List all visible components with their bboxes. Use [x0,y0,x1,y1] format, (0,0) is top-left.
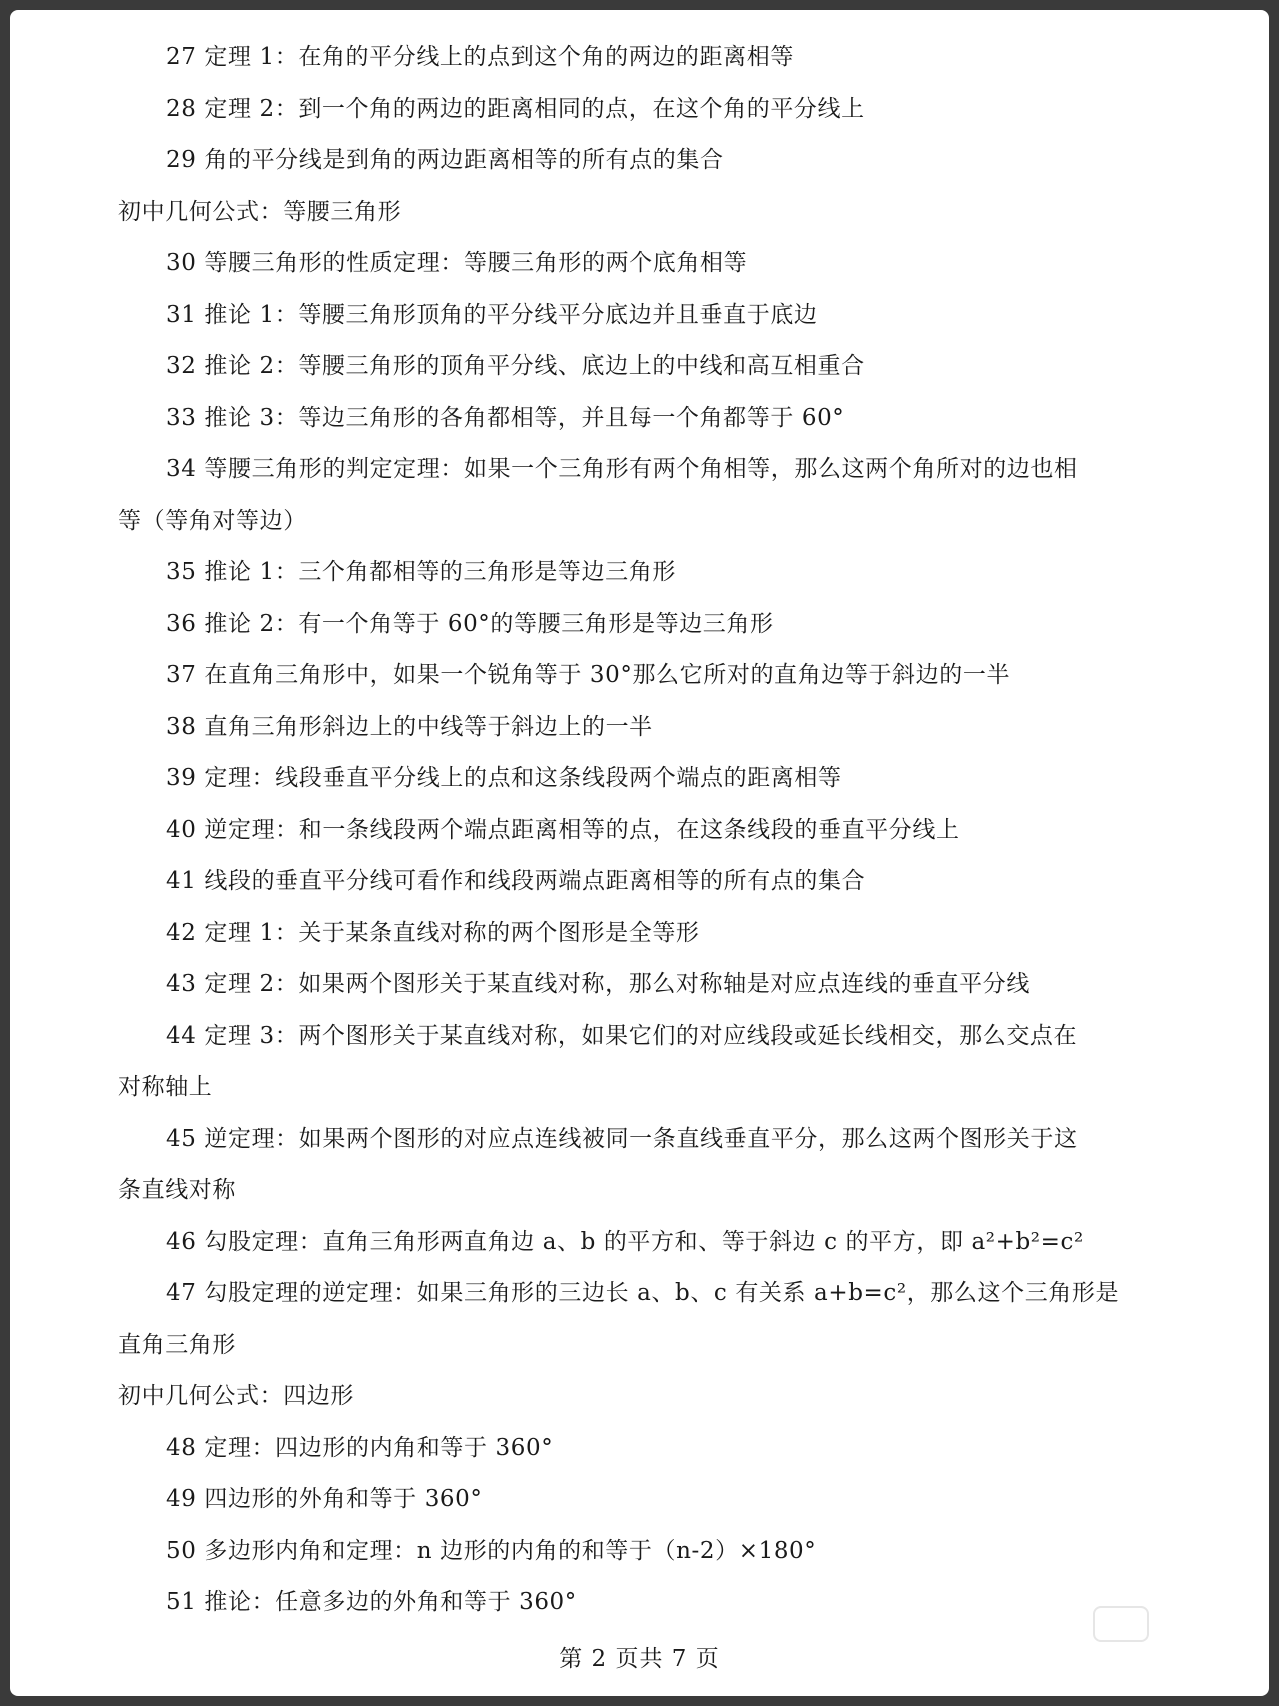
text-line: 27 定理 1：在角的平分线上的点到这个角的两边的距离相等 [166,44,794,70]
text-line: 38 直角三角形斜边上的中线等于斜边上的一半 [166,713,653,740]
text-line: 45 逆定理：如果两个图形的对应点连线被同一条直线垂直平分，那么这两个图形关于这 [166,1125,1078,1152]
text-line: 40 逆定理：和一条线段两个端点距离相等的点，在这条线段的垂直平分线上 [166,816,960,843]
text-line: 37 在直角三角形中，如果一个锐角等于 30°那么它所对的直角边等于斜边的一半 [166,662,1011,688]
watermark-logo-icon [1093,1606,1149,1642]
text-line: 等（等角对等边） [118,507,307,534]
document-body [118,32,1193,1629]
text-line: 33 推论 3：等边三角形的各角都相等，并且每一个角都等于 60° [166,404,845,431]
text-line: 30 等腰三角形的性质定理：等腰三角形的两个底角相等 [166,250,748,276]
text-line: 39 定理：线段垂直平分线上的点和这条线段两个端点的距离相等 [166,765,842,791]
section-heading: 初中几何公式：四边形 [118,1383,354,1409]
text-line: 28 定理 2：到一个角的两边的距离相同的点，在这个角的平分线上 [166,95,865,122]
text-line: 43 定理 2：如果两个图形关于某直线对称，那么对称轴是对应点连线的垂直平分线 [166,971,1030,997]
text-line: 条直线对称 [118,1177,236,1203]
text-line: 29 角的平分线是到角的两边距离相等的所有点的集合 [166,147,724,173]
text-line: 对称轴上 [118,1074,213,1100]
document-page [10,10,1269,1696]
text-line: 50 多边形内角和定理：n 边形的内角的和等于（n-2）×180° [166,1537,817,1564]
text-line: 41 线段的垂直平分线可看作和线段两端点距离相等的所有点的集合 [166,868,866,894]
text-line: 36 推论 2：有一个角等于 60°的等腰三角形是等边三角形 [166,610,774,637]
page-footer: 第 2 页共 7 页 [559,1646,720,1672]
text-line: 44 定理 3：两个图形关于某直线对称，如果它们的对应线段或延长线相交，那么交点在 [166,1022,1078,1049]
text-line: 42 定理 1：关于某条直线对称的两个图形是全等形 [166,919,700,946]
section-heading: 初中几何公式：等腰三角形 [118,198,402,225]
text-line: 32 推论 2：等腰三角形的顶角平分线、底边上的中线和高互相重合 [166,353,865,379]
text-line: 51 推论：任意多边的外角和等于 360° [166,1589,577,1615]
text-line: 46 勾股定理：直角三角形两直角边 a、b 的平方和、等于斜边 c 的平方，即 a²+b²=c² [166,1228,1084,1255]
text-line: 35 推论 1：三个角都相等的三角形是等边三角形 [166,559,676,585]
text-line: 49 四边形的外角和等于 360° [166,1486,483,1512]
text-line: 47 勾股定理的逆定理：如果三角形的三边长 a、b、c 有关系 a+b=c²，那么这个三角形是 [166,1280,1120,1306]
text-line: 34 等腰三角形的判定定理：如果一个三角形有两个角相等，那么这两个角所对的边也相 [166,456,1078,482]
text-line: 48 定理：四边形的内角和等于 360° [166,1434,554,1461]
text-line: 直角三角形 [118,1331,236,1358]
text-line: 31 推论 1：等腰三角形顶角的平分线平分底边并且垂直于底边 [166,301,818,328]
